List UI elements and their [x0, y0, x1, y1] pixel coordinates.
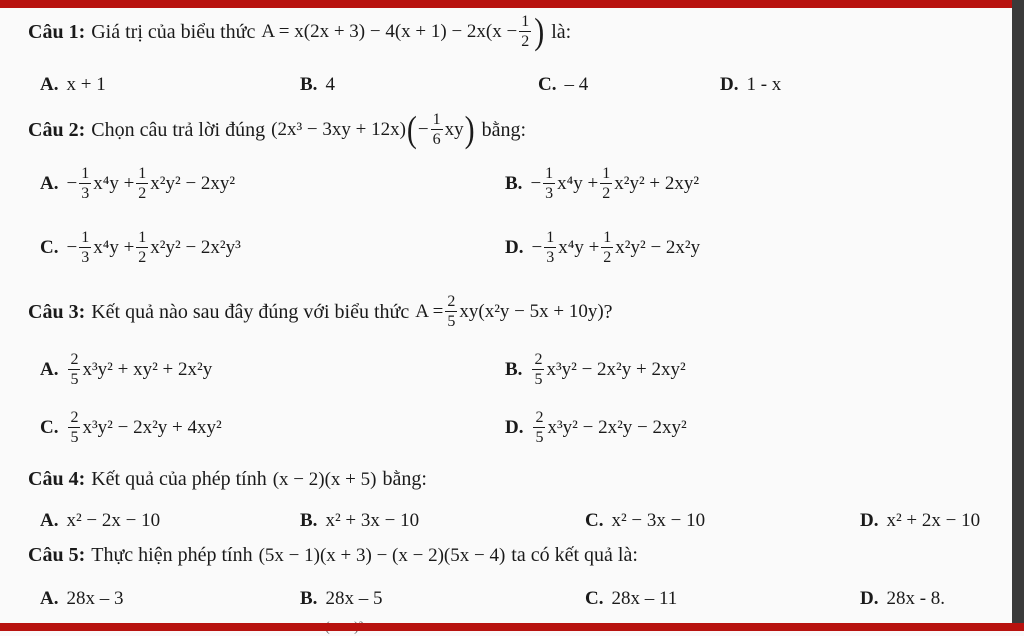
- expression: (2x³ − 3xy + 12x) ( − $\frac{1}{6}$ xy ): [271, 108, 475, 150]
- question-tail: ?: [603, 300, 613, 323]
- question-label: Câu 2:: [28, 118, 86, 141]
- question-2: [28, 108, 1004, 150]
- expression: A = $\frac{2}{5}$ xy(x²y − 5x + 10y): [415, 293, 604, 330]
- question-tail: ta có kết quả là:: [511, 544, 638, 566]
- bottom-border: [0, 623, 1024, 631]
- question-label: Câu 4:: [28, 468, 86, 490]
- top-border: [0, 0, 1024, 8]
- option-a[interactable]: A. − $\frac{1}{3}$ x⁴y + $\frac{1}{2}$ x²y² − 2xy²: [40, 165, 236, 202]
- question-3: [28, 294, 1004, 330]
- option-b[interactable]: B. 28x – 5: [300, 588, 383, 609]
- question-label: Câu 3:: [28, 300, 86, 323]
- option-d[interactable]: D. − $\frac{1}{3}$ x⁴y + $\frac{1}{2}$ x²y² − 2x²y: [505, 229, 701, 266]
- option-a[interactable]: A. 28x – 3: [40, 588, 124, 609]
- question-5: [28, 544, 1004, 567]
- question-label: Câu 1:: [28, 20, 86, 43]
- question-4: [28, 468, 1004, 491]
- fraction: $\frac{1}{2}$: [521, 13, 530, 50]
- question-text: Giá trị của biểu thức: [91, 20, 256, 43]
- expression: A = x(2x + 3) − 4(x + 1) − 2x(x − $\frac{1}{2}$ ): [261, 10, 545, 52]
- option-c[interactable]: C. x² − 3x − 10: [585, 510, 706, 531]
- option-c[interactable]: C. $\frac{2}{5}$ x³y² − 2x²y + 4xy²: [40, 409, 222, 446]
- question-label: Câu 5:: [28, 544, 86, 566]
- question-text: Kết quả nào sau đây đúng với biểu thức: [91, 300, 410, 323]
- option-d[interactable]: D. $\frac{2}{5}$ x³y² − 2x²y − 2xy²: [505, 409, 687, 446]
- question-text: Chọn câu trả lời đúng: [91, 118, 266, 141]
- option-c[interactable]: C. – 4: [538, 74, 589, 95]
- option-d[interactable]: D. 28x - 8.: [860, 588, 946, 609]
- option-a[interactable]: A. $\frac{2}{5}$ x³y² + xy² + 2x²y: [40, 351, 213, 388]
- right-edge: [1012, 0, 1024, 631]
- question-tail: bằng:: [481, 118, 527, 141]
- option-d[interactable]: D. x² + 2x − 10: [860, 510, 981, 531]
- option-b[interactable]: B. x² + 3x − 10: [300, 510, 420, 531]
- question-text: Thực hiện phép tính: [91, 544, 253, 566]
- option-b[interactable]: B. − $\frac{1}{3}$ x⁴y + $\frac{1}{2}$ x²y² + 2xy²: [505, 165, 700, 202]
- expression: (x − 2)(x + 5): [272, 468, 377, 490]
- option-a[interactable]: A. x² − 2x − 10: [40, 510, 161, 531]
- question-tail: là:: [551, 20, 572, 43]
- question-text: Kết quả của phép tính: [91, 468, 267, 490]
- option-c[interactable]: C. − $\frac{1}{3}$ x⁴y + $\frac{1}{2}$ x²y² − 2x²y³: [40, 229, 241, 266]
- option-b[interactable]: B. $\frac{2}{5}$ x³y² − 2x²y + 2xy²: [505, 351, 686, 388]
- option-a[interactable]: A. x + 1: [40, 74, 106, 95]
- option-b[interactable]: B. 4: [300, 74, 335, 95]
- option-d[interactable]: D. 1 - x: [720, 74, 782, 95]
- expression: (5x − 1)(x + 3) − (x − 2)(5x − 4): [258, 544, 506, 566]
- question-tail: bằng:: [382, 468, 427, 490]
- question-1: [28, 10, 1004, 52]
- option-c[interactable]: C. 28x – 11: [585, 588, 678, 609]
